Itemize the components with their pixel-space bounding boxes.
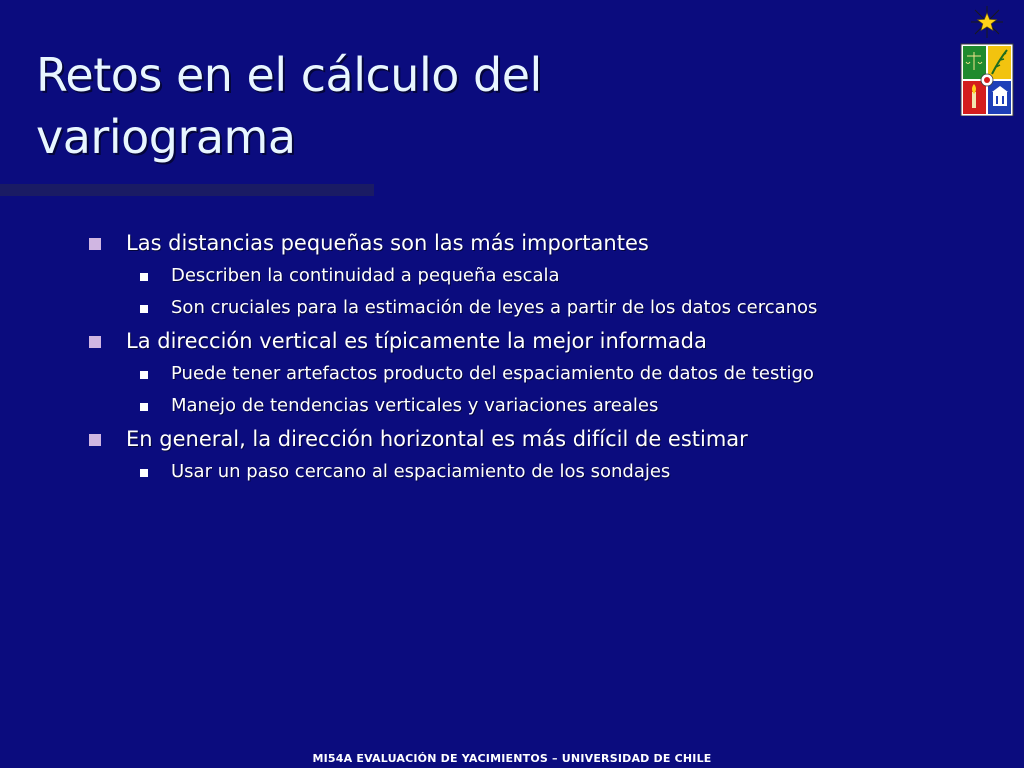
bullet-item-level1 [0, 422, 1024, 456]
star-icon [971, 6, 1003, 38]
bullet-item-level2 [0, 358, 1024, 390]
slide-title [36, 44, 896, 168]
square-bullet-icon [140, 403, 148, 411]
bullet-text: La dirección vertical es típicamente la mejor informada [126, 329, 707, 353]
square-bullet-icon [89, 434, 101, 446]
title-underline-bar [0, 184, 374, 196]
square-bullet-icon [140, 305, 148, 313]
bullet-item-level1 [0, 324, 1024, 358]
bullet-list [0, 226, 1024, 488]
bullet-item-level2 [0, 260, 1024, 292]
slide-title-line-1: Retos en el cálculo del [36, 48, 542, 102]
bullet-text: Usar un paso cercano al espaciamiento de los sondajes [171, 461, 671, 482]
square-bullet-icon [89, 238, 101, 250]
bullet-text: Describen la continuidad a pequeña escala [171, 265, 560, 286]
slide-footer: MI54A EVALUACIÓN DE YACIMIENTOS – UNIVERSIDAD DE CHILE [312, 752, 712, 765]
square-bullet-icon [140, 469, 148, 477]
university-crest-icon [958, 4, 1016, 116]
bullet-text: Manejo de tendencias verticales y variaciones areales [171, 395, 659, 416]
square-bullet-icon [140, 371, 148, 379]
bullet-text: Son cruciales para la estimación de leyes a partir de los datos cercanos [171, 297, 818, 318]
bullet-text: En general, la dirección horizontal es más difícil de estimar [126, 427, 748, 451]
slide-title-line-2: variograma [36, 110, 296, 164]
square-bullet-icon [89, 336, 101, 348]
bullet-item-level2 [0, 292, 1024, 324]
square-bullet-icon [140, 273, 148, 281]
bullet-item-level1 [0, 226, 1024, 260]
bullet-text: Puede tener artefactos producto del espaciamiento de datos de testigo [171, 363, 814, 384]
bullet-text: Las distancias pequeñas son las más importantes [126, 231, 649, 255]
bullet-item-level2 [0, 390, 1024, 422]
bullet-item-level2 [0, 456, 1024, 488]
